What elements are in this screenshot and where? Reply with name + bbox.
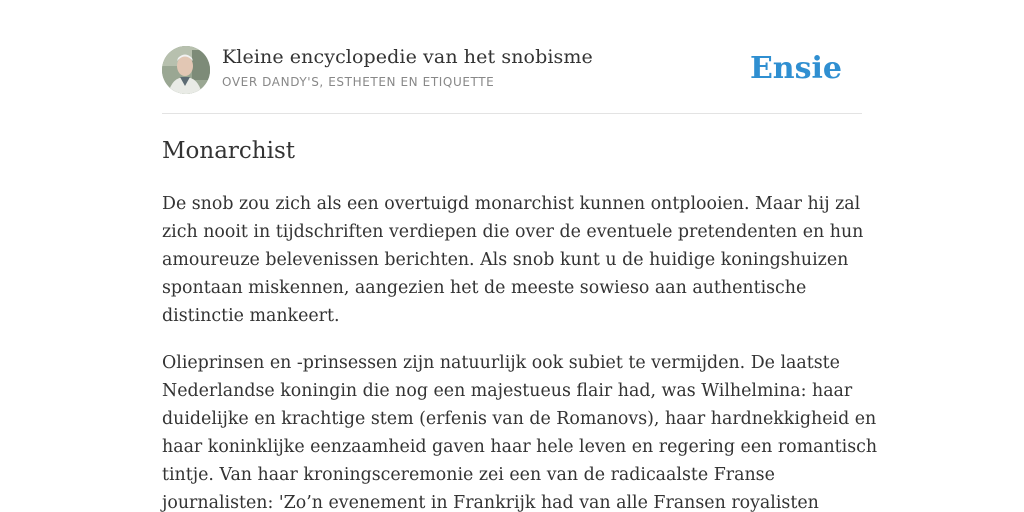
article-paragraph-1 [162, 190, 862, 330]
ensie-logo-link[interactable]: Ensie [749, 51, 842, 86]
paragraph-line: zich nooit in tijdschriften verdiepen die over de eventuele pretendenten en hun [162, 222, 864, 242]
paragraph-line: Nederlandse koningin die nog een majestueus flair had, was Wilhelmina: haar [162, 381, 853, 401]
article-title: Monarchist [162, 138, 296, 164]
paragraph-line: journalisten: 'Zo’n evenement in Frankrijk had van alle Fransen royalisten [162, 493, 819, 512]
site-title[interactable]: Kleine encyclopedie van het snobisme [222, 46, 593, 68]
site-header [162, 46, 862, 96]
paragraph-line: tintje. Van haar kroningsceremonie zei een van de radicaalste Franse [162, 465, 775, 485]
paragraph-line: distinctie mankeert. [162, 306, 340, 326]
site-subtitle: OVER DANDY'S, ESTHETEN EN ETIQUETTE [222, 75, 495, 89]
article-paragraph-2 [162, 349, 878, 512]
paragraph-line: De snob zou zich als een overtuigd monarchist kunnen ontplooien. Maar hij zal [162, 194, 861, 214]
paragraph-line: Olieprinsen en -prinsessen zijn natuurlijk ook subiet te vermijden. De laatste [162, 353, 840, 373]
header-divider [162, 113, 862, 114]
paragraph-line: duidelijke en krachtige stem (erfenis van de Romanovs), haar hardnekkigheid en [162, 409, 877, 429]
paragraph-line: spontaan miskennen, aangezien het de meeste sowieso aan authentische [162, 278, 807, 298]
paragraph-line: haar koninklijke eenzaamheid gaven haar hele leven en regering een romantisch [162, 437, 878, 457]
paragraph-line: amoureuze belevenissen berichten. Als snob kunt u de huidige koningshuizen [162, 250, 849, 270]
author-portrait-icon[interactable] [162, 46, 210, 94]
